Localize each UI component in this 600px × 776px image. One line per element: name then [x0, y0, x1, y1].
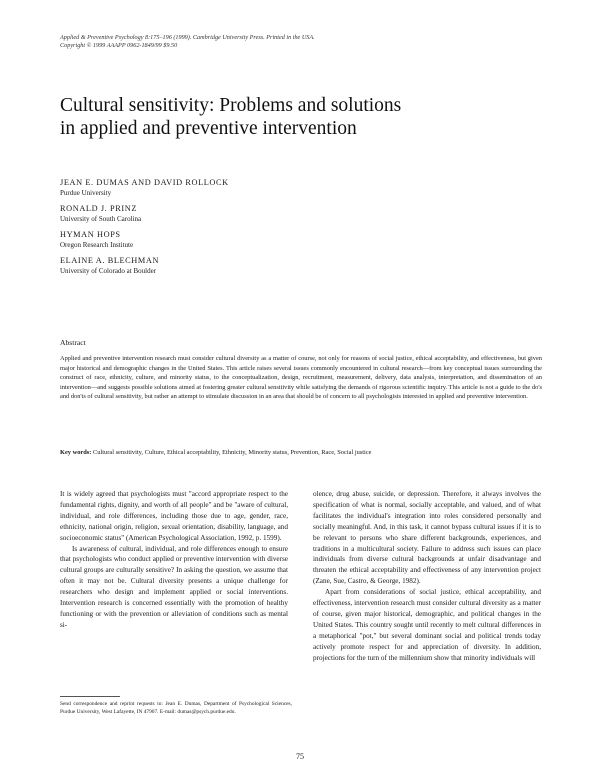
- author-name: JEAN E. DUMAS AND DAVID ROLLOCK: [60, 178, 229, 187]
- copyright-line: Copyright © 1999 AAAPP 0962-1849/99 $9.50: [60, 42, 178, 50]
- body-paragraph: Is awareness of cultural, individual, and role differences enough to ensure that psychologists who conduct applied or preventive intervention with diverse cultural groups are culturally sensitive? In asking the question, we assume that often it may not be. Cultural diversity presents a unique challenge for researchers who design and implement applied or social interventions. Intervention research is concerned essentially with the promotion of healthy functioning or with the prevention or alleviation of conditions such as mental si-: [60, 544, 288, 629]
- article-title: [60, 94, 540, 140]
- author-block: [60, 229, 460, 255]
- author-affiliation: University of South Carolina: [60, 215, 142, 223]
- journal-header: [60, 34, 530, 51]
- keywords-text: Cultural sensitivity, Culture, Ethical acceptability, Ethnicity, Minority status, Prevention, Race, Social justice: [93, 449, 372, 456]
- author-list: [60, 177, 460, 281]
- footnote-divider: [60, 696, 120, 697]
- body-paragraph: Apart from considerations of social justice, ethical acceptability, and effectiveness, intervention research must consider cultural diversity as a matter of course, given major historical, demographic, and political changes in the United States. This country sought until recently to melt cultural differences in a metaphorical "pot," but several dominant social and political trends today actively promote respect for and appreciation of diversity. In addition, projections for the turn of the millennium show that minority individuals will: [313, 588, 541, 662]
- author-affiliation: Purdue University: [60, 189, 112, 197]
- title-line-1: Cultural sensitivity: Problems and solutions: [60, 95, 402, 116]
- author-block: [60, 203, 460, 229]
- journal-citation: Applied & Preventive Psychology 8:175–196 (1999). Cambridge University Press. Printed in the USA.: [60, 34, 315, 41]
- keywords-label: Key words:: [60, 449, 92, 456]
- author-name: RONALD J. PRINZ: [60, 204, 137, 213]
- author-block: [60, 177, 460, 203]
- author-name: HYMAN HOPS: [60, 230, 121, 239]
- page-number: 75: [296, 752, 304, 761]
- abstract-heading: Abstract: [60, 338, 86, 347]
- keywords: [60, 448, 542, 458]
- title-line-2: in applied and preventive intervention: [60, 118, 357, 139]
- body-paragraph: It is widely agreed that psychologists must "accord appropriate respect to the fundamental rights, dignity, and worth of all people" and be "aware of cultural, individual, and role differences, including those due to age, gender, race, ethnicity, national origin, religion, sexual orientation, disability, language, and socioeconomic status" (American Psychological Association, 1992, p. 1599).: [60, 490, 288, 542]
- body-paragraph: olence, drug abuse, suicide, or depression. Therefore, it always involves the specification of what is normal, socially acceptable, and valued, and of what facilitates the individual's integration into roles considered personally and socially meaningful. And, in this task, it cannot bypass cultural issues if it is to be relevant to persons who share different backgrounds, experiences, and traditions in a multicultural society. Failure to address such issues can place individuals from diverse cultural backgrounds at unfair disadvantage and threaten the ethical acceptability and effectiveness of any intervention project (Zane, Sue, Castro, & George, 1982).: [313, 490, 541, 586]
- abstract-text: Applied and preventive intervention research must consider cultural diversity as a matter of course, not only for reasons of social justice, ethical acceptability, and effectiveness, but given major historical and demographic changes in the United States. This article raises several issues commonly encountered in cultural research—from key conceptual issues surrounding the construct of race, ethnicity, culture, and minority status, to the conceptualization, design, recruitment, measurement, delivery, data analysis, interpretation, and dissemination of an intervention—and suggests possible solutions aimed at fostering greater cultural sensitivity while satisfying the demands of rigorous scientific inquiry. This article is not a guide to the do's and don'ts of cultural sensitivity, but rather an attempt to stimulate discussion in an area that should be of concern to all psychologists interested in applied and preventive intervention.: [60, 355, 542, 400]
- body-column-left: [60, 489, 288, 631]
- author-block: [60, 255, 460, 281]
- author-name: ELAINE A. BLECHMAN: [60, 256, 160, 265]
- author-affiliation: University of Colorado at Boulder: [60, 267, 157, 275]
- footnote: Send correspondence and reprint requests to: Jean E. Dumas, Department of Psychological Sciences, Purdue University, West Lafayette, IN 47907. E-mail: dumas@psych.purdue.edu.: [60, 701, 292, 715]
- author-affiliation: Oregon Research Institute: [60, 241, 134, 249]
- body-column-right: [313, 489, 541, 664]
